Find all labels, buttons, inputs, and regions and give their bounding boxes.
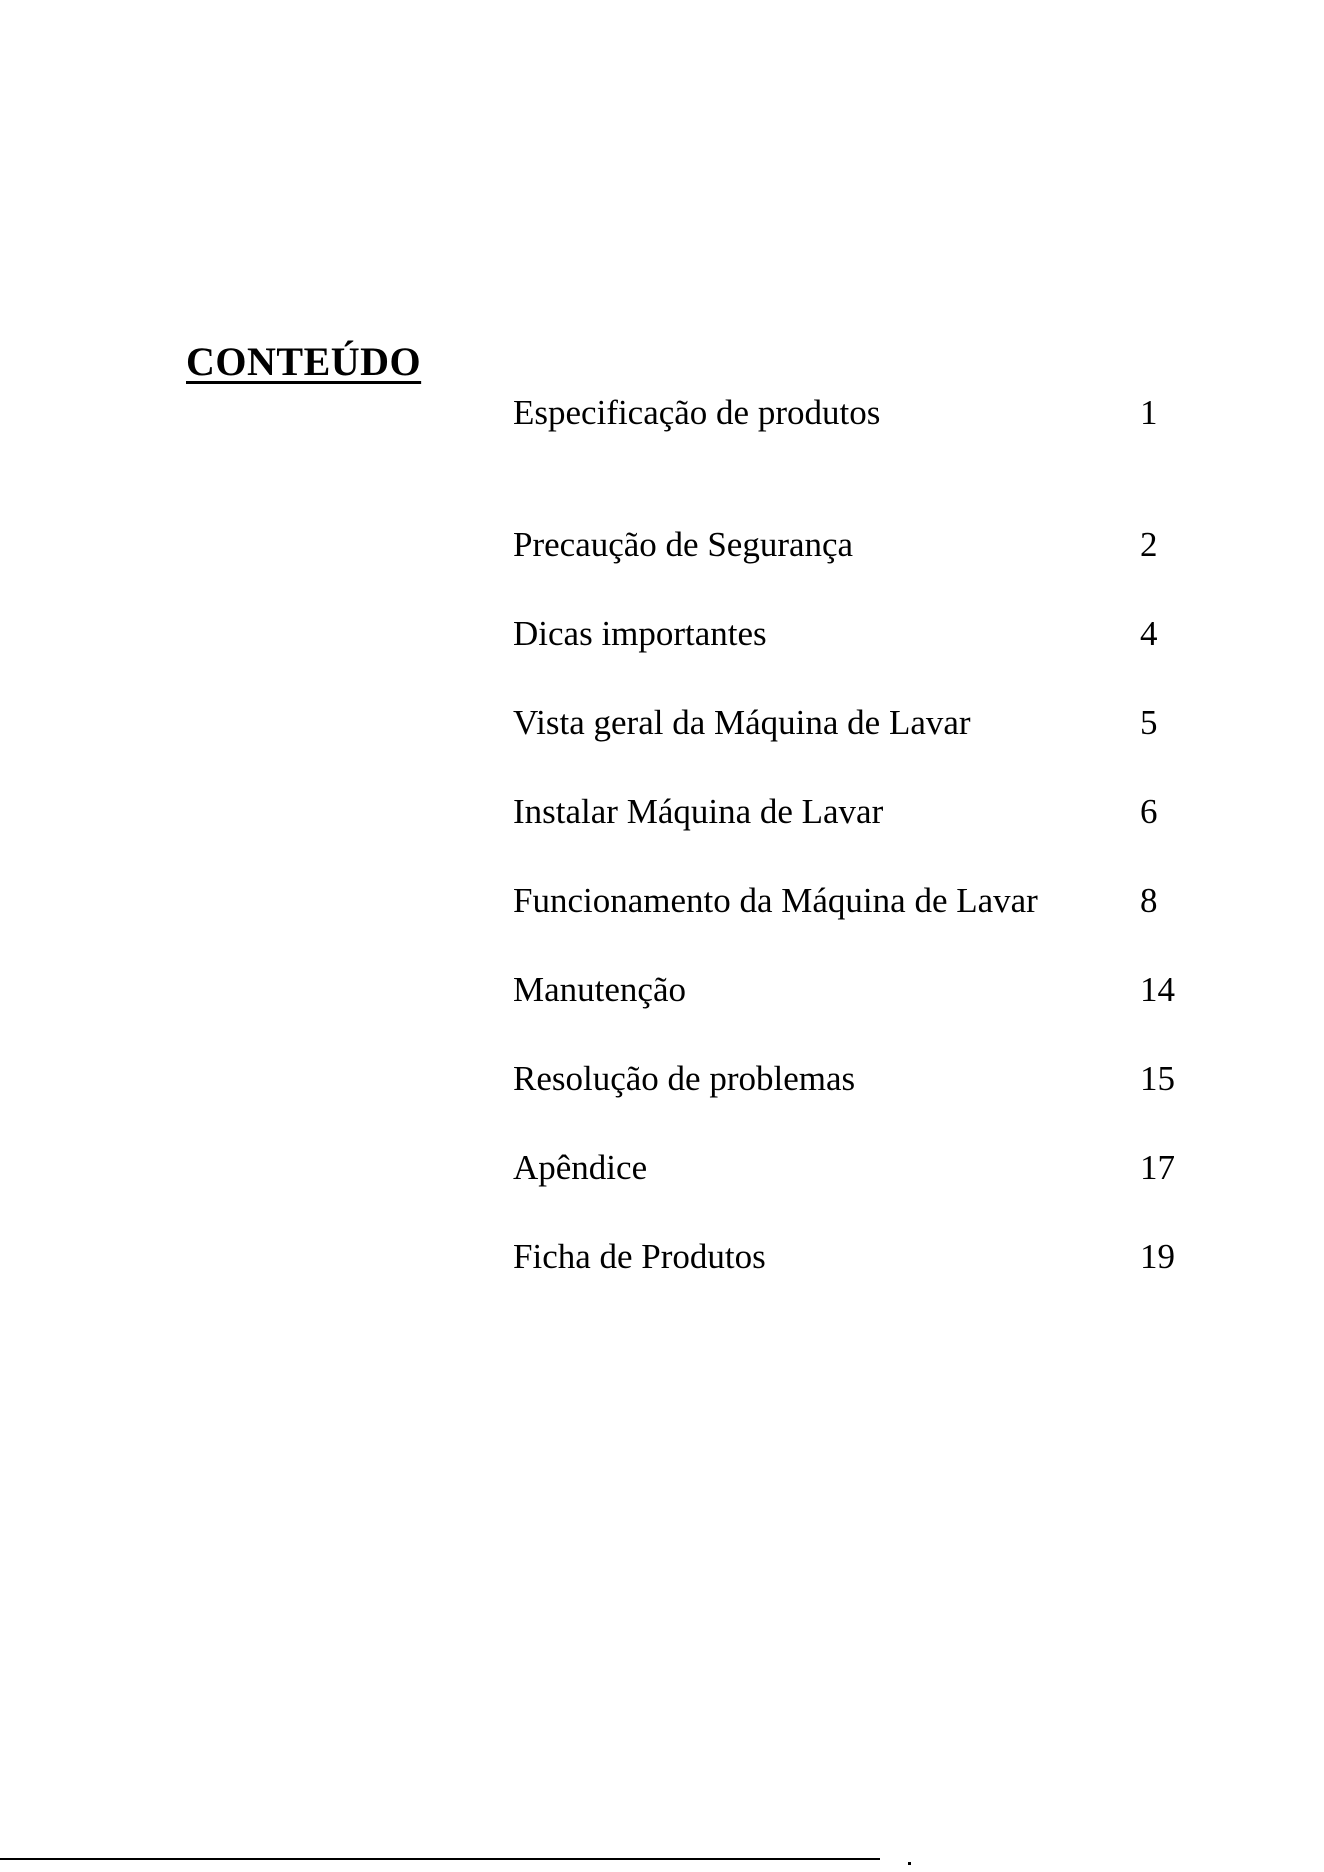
toc-entry-label: Resolução de problemas [513,1059,856,1098]
toc-entry-label: Manutenção [513,970,686,1009]
toc-entry-label: Apêndice [513,1148,648,1187]
toc-entry-label: Ficha de Produtos [513,1237,766,1276]
toc-entry [0,877,1324,925]
page-title: CONTEÚDO [186,339,422,384]
toc-entry [0,1233,1324,1281]
toc-entry-page-number: 8 [1140,881,1158,920]
toc-entry-page-number: 19 [1140,1237,1175,1276]
footer-rule [0,1858,880,1860]
toc-entry [0,1144,1324,1192]
toc-entry-page-number: 5 [1140,703,1158,742]
toc-entry-label: Especificação de produtos [513,393,881,432]
toc-entry [0,699,1324,747]
toc-entry-page-number: 4 [1140,614,1158,653]
toc-entry [0,1055,1324,1103]
toc-entry-page-number: 2 [1140,525,1158,564]
toc-entry-page-number: 14 [1140,970,1175,1009]
toc-entry-page-number: 6 [1140,792,1158,831]
toc-entry-page-number: 15 [1140,1059,1175,1098]
toc-entry-page-number: 1 [1140,393,1158,432]
toc-entry [0,966,1324,1014]
toc-entry [0,788,1324,836]
toc-entry-label: Vista geral da Máquina de Lavar [513,703,971,742]
footer-mark [908,1862,911,1865]
toc-entry-label: Funcionamento da Máquina de Lavar [513,881,1038,920]
toc-entry [0,389,1324,437]
toc-entry [0,610,1324,658]
toc-entry [0,521,1324,569]
toc-entry-label: Instalar Máquina de Lavar [513,792,884,831]
toc-entry-page-number: 17 [1140,1148,1175,1187]
toc-entry-label: Precaução de Segurança [513,525,854,564]
toc-entry-label: Dicas importantes [513,614,767,653]
